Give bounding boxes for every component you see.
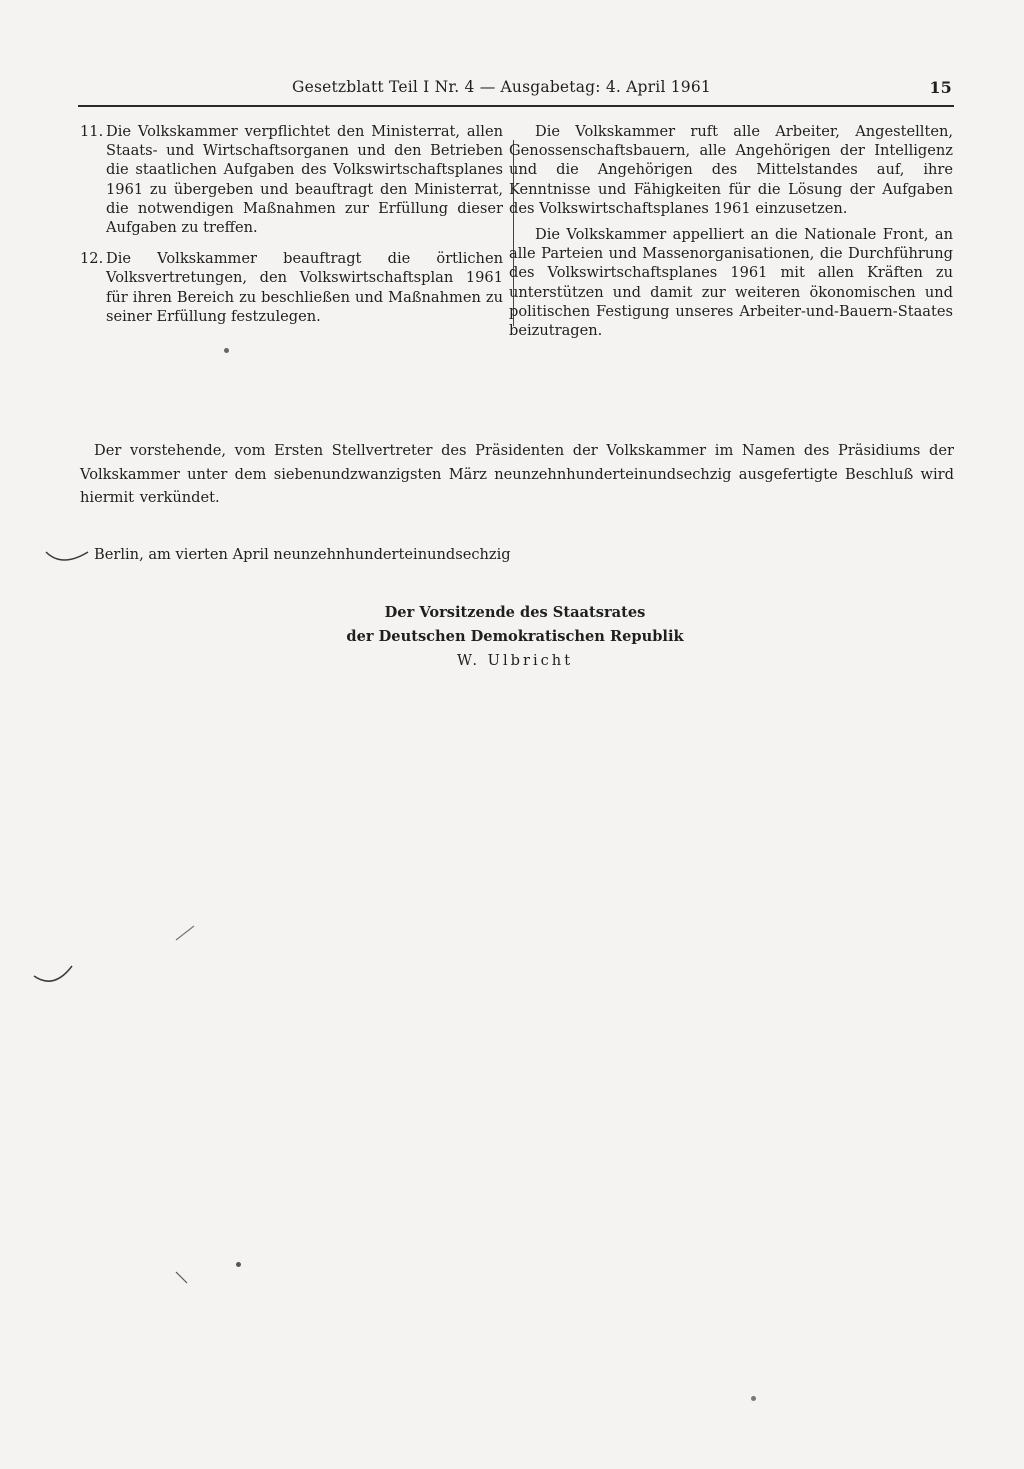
header-rule: [78, 105, 954, 107]
item-number: 12.: [80, 250, 104, 268]
signature-block: [300, 601, 730, 673]
item-text: Die Volkskammer beauftragt die örtlichen Volksvertretungen, den Volkswirtschaftsplan 1961 für ihren Bereich zu beschließen und Maßnahmen zu seiner Erfüllung festzulegen.: [106, 250, 503, 325]
numbered-item: [80, 249, 503, 326]
place-date: Berlin, am vierten April neunzehnhunderteinundsechzig: [94, 546, 511, 563]
page-header: [78, 78, 954, 100]
pencil-mark-icon: [174, 922, 198, 942]
pencil-mark-icon: [174, 1270, 190, 1286]
header-title: Gesetzblatt Teil I Nr. 4 — Ausgabetag: 4. April 1961: [292, 78, 711, 96]
item-text: Die Volkskammer verpflichtet den Ministerrat, allen Staats- und Wirtschaftsorganen und den Betrieben die staatlichen Aufgaben des Volkswirtschaftsplanes 1961 zu übergeben und beauftragt den Ministerrat, die notwendigen Maßnahmen zur Erfüllung dieser Aufgaben zu treffen.: [106, 123, 503, 237]
right-column: [509, 122, 953, 347]
ink-dot-icon: [751, 1396, 756, 1401]
signature-title-line-1: Der Vorsitzende des Staatsrates: [384, 604, 646, 621]
paragraph: Die Volkskammer appelliert an die Nationale Front, an alle Parteien und Massenorganisationen, die Durchführung des Volkswirtschaftsplanes 1961 mit allen Kräften zu unterstützen und damit zur weiteren ökonomischen und politischen Festigung unseres Arbeiter-und-Bauern-Staates beizutragen.: [509, 226, 953, 340]
paragraph: Die Volkskammer ruft alle Arbeiter, Angestellten, Genossenschaftsbauern, alle Angehörigen der Intelligenz und die Angehörigen des Mittelstandes auf, ihre Kenntnisse und Fähigkeiten für die Lösung der Aufgaben des Volkswirtschaftsplanes 1961 einzusetzen.: [509, 123, 953, 217]
numbered-item: [80, 122, 503, 237]
signature-title-line-2: der Deutschen Demokratischen Republik: [346, 628, 684, 645]
item-number: 11.: [80, 123, 104, 140]
proclamation-text: Der vorstehende, vom Ersten Stellvertreter des Präsidenten der Volkskammer im Namen des Präsidiums der Volkskammer unter dem siebenundzwanzigsten März neunzehnhunderteinundsechzig ausgefertigte Beschluß wird hiermit verkündet.: [80, 442, 954, 506]
ink-dot-icon: [236, 1262, 241, 1267]
left-column: [80, 122, 503, 338]
page-number: 15: [929, 78, 952, 97]
signatory-name: W. Ulbricht: [456, 652, 574, 669]
ink-dot-icon: [224, 348, 229, 353]
pencil-mark-icon: [30, 962, 80, 990]
pencil-mark-icon: [44, 546, 94, 570]
